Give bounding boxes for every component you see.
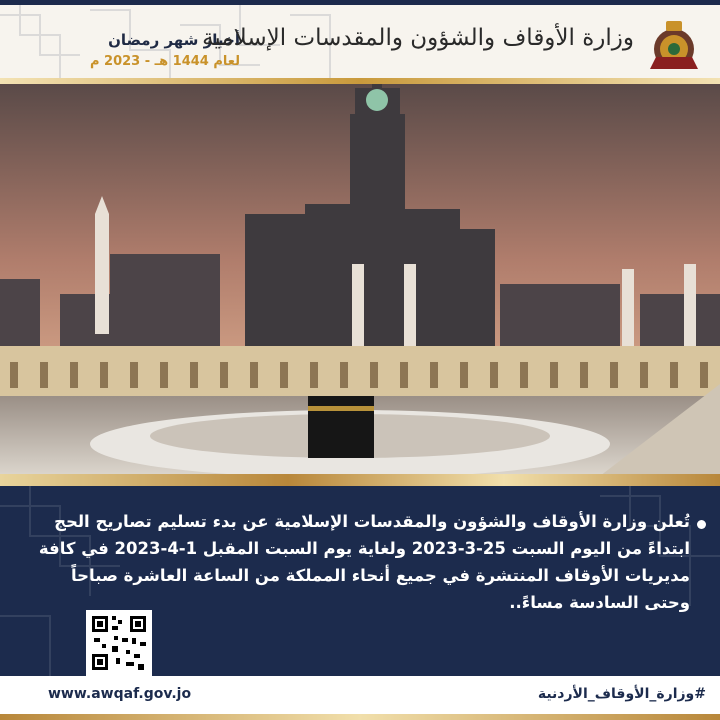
news-title: أخبار شهر رمضان <box>108 31 240 49</box>
gold-divider <box>0 474 720 486</box>
kaaba-mecca-illustration <box>0 84 720 476</box>
clock-face <box>366 89 388 111</box>
kaaba <box>308 396 374 458</box>
hashtag-text[interactable]: #وزارة_الأوقاف_الأردنية <box>537 686 706 702</box>
kaaba-photo <box>0 84 720 476</box>
qr-code-icon[interactable] <box>86 610 152 676</box>
ministry-name: وزارة الأوقاف والشؤون والمقدسات الإسلامية <box>202 25 634 51</box>
announcement-panel <box>0 486 720 676</box>
announcement-text: تُعلن وزارة الأوقاف والشؤون والمقدسات الإسلامية عن بدء تسليم تصاريح الحج ابتداءً من اليوم السبت 25-3-2023 ولغاية يوم السبت المقبل 1-4-2023 في كافة مديريات الأوقاف المنتشرة في جميع أنحاء المملكة من الساعة العاشرة صباحاً وحتى السادسة مساءً.. <box>38 512 690 612</box>
website-link[interactable]: www.awqaf.gov.jo <box>48 686 192 702</box>
jordan-emblem-icon <box>646 17 702 73</box>
bullet-icon <box>697 520 706 529</box>
footer <box>0 676 720 720</box>
footer-divider <box>0 714 720 720</box>
news-year: لعام 1444 هـ - 2023 م <box>89 54 240 69</box>
header <box>0 0 720 78</box>
